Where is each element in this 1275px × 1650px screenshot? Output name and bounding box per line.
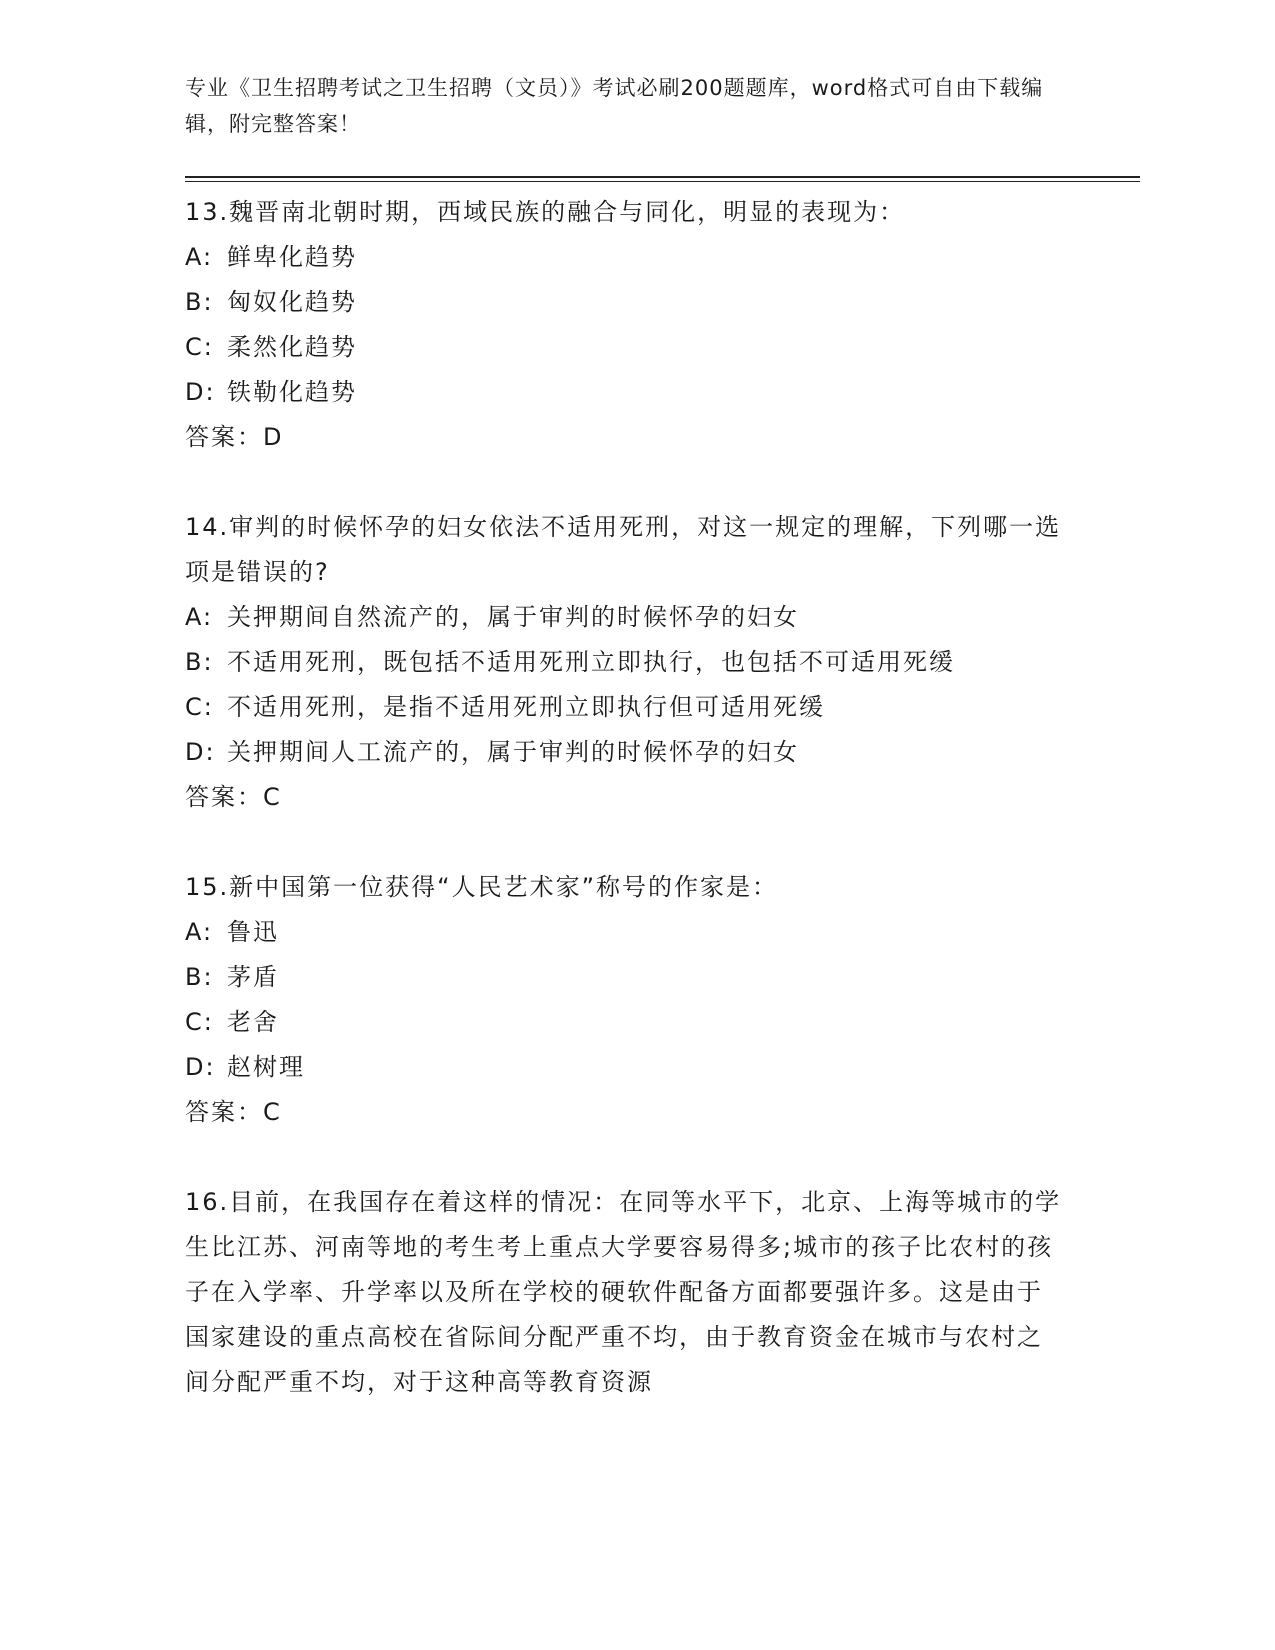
option-letter: C: <box>185 693 214 721</box>
option-text: 不适用死刑，既包括不适用死刑立即执行，也包括不可适用死缓 <box>227 648 955 676</box>
answer: 答案：D <box>185 423 284 451</box>
option-text: 匈奴化趋势 <box>227 288 357 316</box>
option-letter: C: <box>185 333 214 361</box>
question-stem: 13.魏晋南北朝时期，西域民族的融合与同化，明显的表现为： <box>185 198 906 226</box>
option-text: 关押期间人工流产的，属于审判的时候怀孕的妇女 <box>227 738 799 766</box>
option-text: 赵树理 <box>227 1053 305 1081</box>
question-13 <box>185 190 1065 460</box>
option-text: 铁勒化趋势 <box>227 378 357 406</box>
question-stem: 15.新中国第一位获得“人民艺术家”称号的作家是： <box>185 873 779 901</box>
option-d <box>185 1045 1065 1090</box>
question-list <box>185 190 1065 1450</box>
header-rule-thin <box>185 181 1140 182</box>
option-letter: A: <box>185 243 214 271</box>
option-a <box>185 235 1065 280</box>
option-text: 柔然化趋势 <box>227 333 357 361</box>
question-15 <box>185 865 1065 1135</box>
option-text: 茅盾 <box>227 963 279 991</box>
option-b <box>185 280 1065 325</box>
question-14 <box>185 505 1065 820</box>
page-header: 专业《卫生招聘考试之卫生招聘（文员）》考试必刷200题题库，word格式可自由下载编辑，附完整答案！ <box>185 76 1044 136</box>
option-b <box>185 640 1065 685</box>
option-b <box>185 955 1065 1000</box>
question-stem: 16.目前，在我国存在着这样的情况：在同等水平下，北京、上海等城市的学生比江苏、河南等地的考生考上重点大学要容易得多;城市的孩子比农村的孩子在入学率、升学率以及所在学校的硬软件配备方面都要强许多。这是由于国家建设的重点高校在省际间分配严重不均，由于教育资金在城市与农村之间分配严重不均，对于这种高等教育资源 <box>185 1188 1062 1396</box>
option-letter: A: <box>185 918 214 946</box>
option-letter: D: <box>185 378 216 406</box>
answer: 答案：C <box>185 783 282 811</box>
option-text: 鲁迅 <box>227 918 279 946</box>
option-text: 老舍 <box>227 1008 279 1036</box>
option-text: 鲜卑化趋势 <box>227 243 357 271</box>
option-letter: B: <box>185 963 214 991</box>
option-letter: D: <box>185 1053 216 1081</box>
header-rule-thick <box>185 176 1140 178</box>
option-c <box>185 685 1065 730</box>
option-d <box>185 370 1065 415</box>
question-stem: 14.审判的时候怀孕的妇女依法不适用死刑，对这一规定的理解，下列哪一选项是错误的? <box>185 513 1062 586</box>
answer: 答案：C <box>185 1098 282 1126</box>
option-letter: B: <box>185 288 214 316</box>
question-16 <box>185 1180 1065 1405</box>
option-letter: D: <box>185 738 216 766</box>
option-letter: C: <box>185 1008 214 1036</box>
option-letter: B: <box>185 648 214 676</box>
option-c <box>185 1000 1065 1045</box>
option-a <box>185 595 1065 640</box>
option-text: 不适用死刑，是指不适用死刑立即执行但可适用死缓 <box>227 693 825 721</box>
option-text: 关押期间自然流产的，属于审判的时候怀孕的妇女 <box>227 603 799 631</box>
option-c <box>185 325 1065 370</box>
option-d <box>185 730 1065 775</box>
option-letter: A: <box>185 603 214 631</box>
option-a <box>185 910 1065 955</box>
